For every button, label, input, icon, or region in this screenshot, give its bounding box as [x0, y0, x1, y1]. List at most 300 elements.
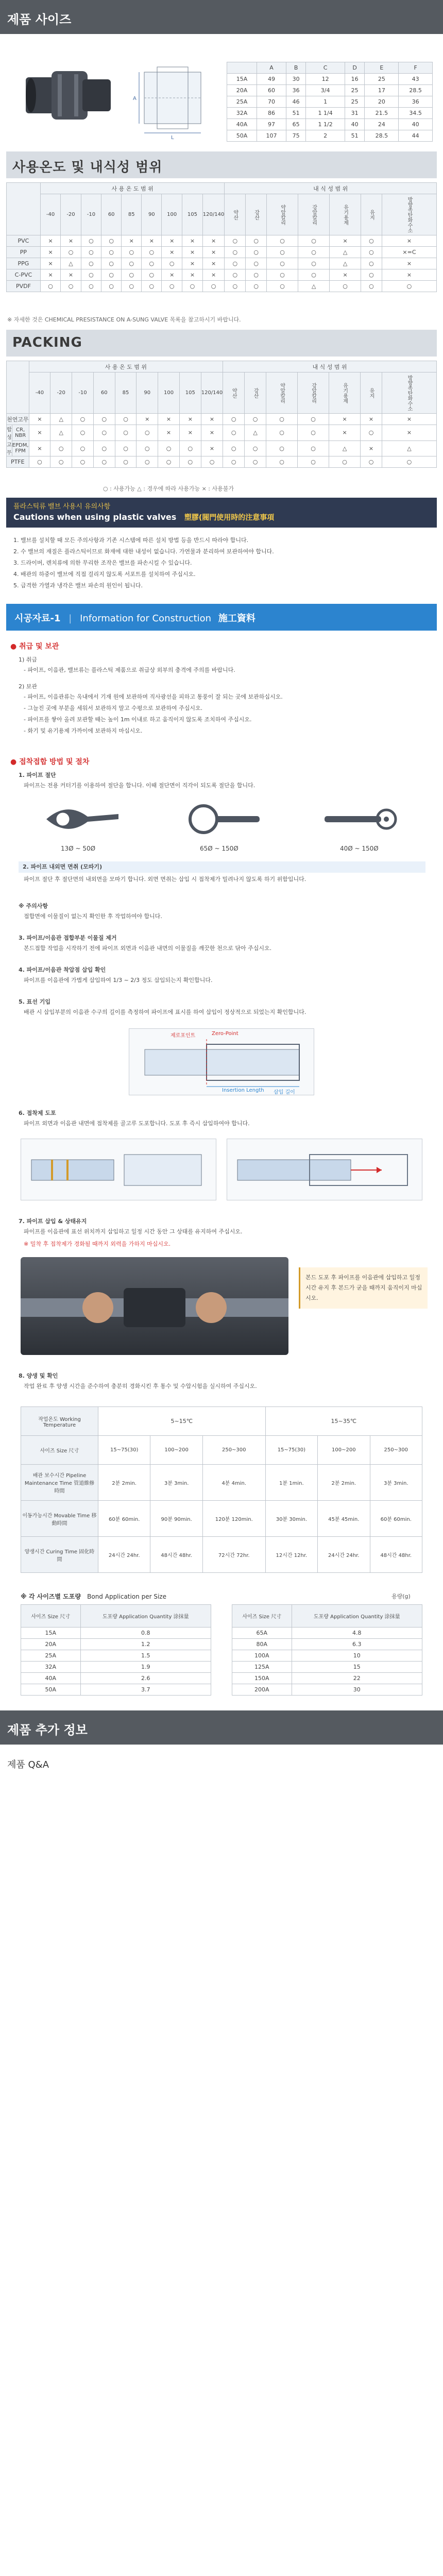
- chem-col-header: 약산: [223, 372, 245, 414]
- bond-row: [21, 1650, 211, 1662]
- rating-mark: ○: [382, 456, 436, 468]
- rating-mark: ×: [162, 269, 182, 281]
- rating-mark: ○: [50, 440, 72, 456]
- temp-range-cell: 5~15℃: [98, 1407, 266, 1436]
- size-value: 40: [345, 119, 365, 130]
- rating-mark: ×: [40, 247, 60, 258]
- rating-mark: ×: [202, 269, 225, 281]
- rating-mark: ○: [72, 456, 94, 468]
- caution-item: 5. 급격한 가열과 냉각은 밸브 파손의 원인이 됩니다.: [13, 582, 143, 589]
- section-title: 제품 사이즈: [7, 12, 72, 27]
- temp-col-header: 85: [115, 372, 137, 414]
- packing-row: [7, 414, 437, 425]
- bond-amount: 10: [292, 1650, 422, 1662]
- rating-mark: ○: [298, 247, 330, 258]
- chem-col-header: 강산: [245, 372, 266, 414]
- rating-mark: ○: [382, 281, 436, 292]
- size-value: 51: [286, 108, 306, 119]
- rating-mark: ○: [93, 414, 115, 425]
- temp-row: [7, 258, 437, 269]
- size-value: 28.5: [365, 130, 399, 142]
- size-col-header: B: [286, 62, 306, 74]
- temp-col-header: -20: [50, 372, 72, 414]
- size-col-header: A: [257, 62, 286, 74]
- rating-mark: ○: [50, 456, 72, 468]
- size-value: 97: [257, 119, 286, 130]
- rating-mark: ○: [142, 269, 162, 281]
- svg-text:L: L: [171, 135, 174, 139]
- row-label: 이동가능시간 Movable Time 移動時間: [21, 1501, 98, 1537]
- rating-mark: △: [298, 281, 330, 292]
- wheel-cutter-icon: [319, 799, 402, 840]
- packing-banner: [6, 330, 437, 357]
- bond-title-en: Bond Application per Size: [87, 1593, 166, 1600]
- caution-title-en: Cautions when using plastic valves: [13, 512, 177, 522]
- temp-col-header: 60: [101, 194, 122, 235]
- step9-text: 작업 완료 후 양생 시간을 준수하여 충분히 경화시킨 후 통수 및 수압시험을 실시하여 주십시오.: [24, 1383, 257, 1389]
- size-value: 17: [365, 85, 399, 96]
- rating-mark: ×: [201, 414, 223, 425]
- rating-mark: ○: [298, 258, 330, 269]
- rating-mark: ○: [182, 281, 203, 292]
- rating-mark: ○: [115, 440, 137, 456]
- rating-mark: ○: [223, 456, 245, 468]
- packing-label: EPDM, FPM: [12, 440, 29, 456]
- bond-row: [21, 1673, 211, 1684]
- rating-mark: ○: [361, 425, 382, 441]
- step2-text: 파이프 절단 후 절단면의 내외면을 모따기 합니다. 외면 면취는 삽입 시 접착제가 밀려나지 않도록 하기 위함입니다.: [24, 876, 306, 883]
- chem-col-header: 강알칼리: [298, 372, 329, 414]
- temp-col-header: 105: [179, 372, 201, 414]
- chem-col-header: 방향족탄화수소: [382, 372, 436, 414]
- bond-amount: 15: [292, 1662, 422, 1673]
- bond-row: [21, 1684, 211, 1696]
- row-label: 배관 보수시간 Pipeline Maintenance Time 管道維修時間: [21, 1465, 98, 1501]
- chem-col-header: 유지: [361, 194, 382, 235]
- dimension-diagram: [129, 57, 216, 139]
- temp-range-title: 사용온도 및 내식성 범위: [12, 160, 163, 175]
- cure-cell: 250~300: [370, 1436, 422, 1465]
- rating-mark: ○: [266, 456, 298, 468]
- size-value: 25: [365, 74, 399, 85]
- rating-mark: ○: [245, 414, 266, 425]
- temp-range-cell: 15~35℃: [265, 1407, 422, 1436]
- rating-mark: ○: [225, 258, 246, 269]
- bond-amount: 3.7: [80, 1684, 211, 1696]
- cure-cell: 30분 30min.: [265, 1501, 317, 1537]
- rating-mark: ○: [61, 281, 81, 292]
- rating-mark: △: [329, 440, 361, 456]
- chem-col-header: 유기용제: [330, 194, 361, 235]
- bond-size: 25A: [21, 1650, 81, 1662]
- rating-mark: ○: [267, 235, 298, 247]
- bond-apply-diagram: [21, 1139, 216, 1200]
- rating-mark: ○: [246, 235, 267, 247]
- bond-unit: 용량(g): [391, 1593, 411, 1600]
- rating-mark: ○: [298, 440, 329, 456]
- step1-title: 1. 파이프 절단: [19, 772, 56, 778]
- handling-heading: ● 취급 및 보관: [10, 642, 59, 651]
- cure-time-table: [21, 1406, 422, 1573]
- rating-mark: ×: [202, 247, 225, 258]
- temp-col-header: 105: [182, 194, 203, 235]
- size-col-header: D: [345, 62, 365, 74]
- caution-bar: [6, 498, 437, 528]
- size-value: 31: [345, 108, 365, 119]
- cure-cell: 250~300: [202, 1436, 265, 1465]
- size-value: 86: [257, 108, 286, 119]
- caution-item: 1. 밸브를 설치할 때 모든 주의사항과 기존 시스템에 따른 설치 방법 등을 반드시 따라야 합니다.: [13, 537, 249, 544]
- rating-mark: ○: [137, 440, 158, 456]
- rating-mark: ○: [245, 456, 266, 468]
- cure-cell: 90분 90min.: [150, 1501, 202, 1537]
- rating-mark: ×: [182, 269, 203, 281]
- size-value: 2: [306, 130, 345, 142]
- caution-title-tail: 塑膠(閥門使用時的注意事項: [184, 514, 275, 522]
- construction-info-bar: 시공자료-1 | Information for Construction 施工資料: [6, 604, 437, 631]
- bond-size: 40A: [21, 1673, 81, 1684]
- chem-col-header: 강알칼리: [298, 194, 330, 235]
- rating-mark: ×: [158, 425, 180, 441]
- rating-mark: ○: [122, 258, 142, 269]
- bond-hdr: 도포량 Application Quantity 涂抹量: [80, 1605, 211, 1628]
- rating-mark: ×: [29, 440, 50, 456]
- rating-mark: ○: [298, 269, 330, 281]
- bond-size: 200A: [232, 1684, 292, 1696]
- step3-title: ※ 주의사항: [19, 903, 48, 909]
- rating-mark: ○: [266, 414, 298, 425]
- rating-mark: ○: [115, 425, 137, 441]
- size-value: 44: [399, 130, 433, 142]
- cure-cell: 1분 1min.: [265, 1465, 317, 1501]
- rating-mark: ○: [179, 440, 201, 456]
- rating-mark: ×: [330, 269, 361, 281]
- temp-col-header: -40: [40, 194, 60, 235]
- chem-col-header: 강산: [246, 194, 267, 235]
- bond-row: [232, 1639, 422, 1650]
- size-row: [227, 74, 433, 85]
- chem-col-header: 유기용제: [329, 372, 361, 414]
- rating-mark: ○: [298, 414, 329, 425]
- cure-cell: 2분 2min.: [98, 1465, 150, 1501]
- rating-mark: ×: [162, 247, 182, 258]
- rating-mark: ○: [361, 235, 382, 247]
- rating-mark: △: [330, 247, 361, 258]
- bond-amount: 6.3: [292, 1639, 422, 1650]
- size-value: 20: [365, 96, 399, 108]
- size-row: [227, 130, 433, 142]
- rating-mark: ○: [137, 425, 158, 441]
- cure-cell: 15~75(30): [98, 1436, 150, 1465]
- size-value: 25: [345, 85, 365, 96]
- bond-size: 100A: [232, 1650, 292, 1662]
- packing-label: CR, NBR: [12, 425, 29, 441]
- size-value: 21.5: [365, 108, 399, 119]
- rating-mark: ○: [267, 281, 298, 292]
- rating-mark: ○: [162, 258, 182, 269]
- rating-mark: ○: [201, 456, 223, 468]
- temp-col-header: -20: [61, 194, 81, 235]
- bond-amount: 30: [292, 1684, 422, 1696]
- rating-mark: ×: [162, 235, 182, 247]
- cure-cell: 2분 2min.: [318, 1465, 370, 1501]
- ratchet-cutter-icon: [180, 799, 263, 840]
- step5-title: 4. 파이프/이음관 착압점 삽입 확인: [19, 967, 106, 973]
- chem-group-header: 내 식 성 범 위: [225, 183, 437, 194]
- rating-mark: ○: [81, 247, 101, 258]
- rating-mark: ×: [182, 235, 203, 247]
- temp-col-header: -10: [81, 194, 101, 235]
- rating-mark: ×: [329, 425, 361, 441]
- chem-col-header: 방향족탄화수소: [382, 194, 436, 235]
- pipe-cutter-icon: [41, 799, 124, 840]
- cure-cell: 3분 3min.: [150, 1465, 202, 1501]
- rating-mark: ×: [29, 414, 50, 425]
- size-value: 107: [257, 130, 286, 142]
- rating-mark: ○: [361, 456, 382, 468]
- size-value: 1: [306, 96, 345, 108]
- bond-row: [232, 1673, 422, 1684]
- chem-col-header: 유지: [361, 372, 382, 414]
- rating-mark: ○: [266, 440, 298, 456]
- size-row: [227, 96, 433, 108]
- caution-item: 2. 수 밸브의 재질은 플라스틱이므로 화재에 대한 내성이 없습니다. 가연물과 분리하여 보관하여야 합니다.: [13, 548, 274, 555]
- temp-row: [7, 281, 437, 292]
- rating-mark: ○: [81, 235, 101, 247]
- bond-amount: 0.8: [80, 1628, 211, 1639]
- rating-mark: ×: [329, 414, 361, 425]
- caution-item: 4. 배관의 하중이 밸브에 직접 걸리지 않도록 서포트를 설치하여 주십시오.: [13, 571, 196, 578]
- svg-text:A: A: [133, 96, 137, 101]
- size-label: 25A: [227, 96, 257, 108]
- temp-col-header: -10: [72, 372, 94, 414]
- tool-caption: 65Ø ~ 150Ø: [200, 845, 238, 852]
- rating-mark: ×: [179, 425, 201, 441]
- rating-mark: ○: [223, 425, 245, 441]
- info-label: 시공자료-1: [14, 613, 61, 624]
- temp-row: [7, 247, 437, 258]
- bond-size: 80A: [232, 1639, 292, 1650]
- rating-mark: ○: [101, 281, 122, 292]
- rating-mark: ×: [182, 258, 203, 269]
- size-value: 36: [399, 96, 433, 108]
- rating-mark: ○: [225, 281, 246, 292]
- size-value: 40: [399, 119, 433, 130]
- installation-photo: [21, 1257, 288, 1355]
- bond-size: 32A: [21, 1662, 81, 1673]
- bond-title-kr: ※ 각 사이즈별 도포량: [21, 1593, 81, 1600]
- rating-mark: ○: [223, 440, 245, 456]
- handling-line: - 화기 및 유기용제 가까이에 보관하지 마십시오.: [24, 727, 143, 734]
- packing-label: 천연고무: [7, 414, 29, 425]
- rating-mark: △: [50, 425, 72, 441]
- size-row: [227, 119, 433, 130]
- rating-mark: ○: [179, 456, 201, 468]
- rating-mark: ○: [137, 456, 158, 468]
- rating-mark: ×: [361, 440, 382, 456]
- caution-title-kr: 플라스틱류 밸브 사용시 유의사항: [13, 503, 111, 511]
- rating-mark: ○: [245, 440, 266, 456]
- union-fitting-image: [21, 62, 118, 129]
- handling-line: - 파이프, 이음관류는 옥내에서 기재 원에 보관하며 직사광선을 피하고 통풍이 잘 되는 곳에 보관하십시오.: [24, 693, 283, 700]
- handling-p1: - 파이프, 이음관, 밸브류는 플라스틱 제품으로 취급상 외부의 충격에 주의를 바랍니다.: [24, 667, 235, 673]
- cure-cell: 15~75(30): [265, 1436, 317, 1465]
- size-col-header: F: [399, 62, 433, 74]
- packing-temp-group: 사 용 온 도 범 위: [29, 361, 223, 372]
- temp-col-header: 100: [158, 372, 180, 414]
- cure-cell: 48시간 48hr.: [370, 1537, 422, 1573]
- rating-mark: ○: [93, 440, 115, 456]
- rating-mark: △: [245, 425, 266, 441]
- rating-mark: ○: [246, 258, 267, 269]
- caution-list: [13, 535, 425, 591]
- rating-mark: ○: [330, 281, 361, 292]
- rating-mark: ×: [382, 414, 436, 425]
- bond-hdr: 사이즈 Size 尺寸: [21, 1605, 81, 1628]
- rating-mark: ○: [72, 440, 94, 456]
- size-value: 34.5: [399, 108, 433, 119]
- temp-row: [7, 235, 437, 247]
- size-label: 50A: [227, 130, 257, 142]
- rating-mark: ○: [40, 281, 60, 292]
- zero-point-label: 제로포인트: [171, 1033, 196, 1039]
- size-value: 1 1/4: [306, 108, 345, 119]
- cure-cell: 24시간 24hr.: [98, 1537, 150, 1573]
- bond-amount: 4.8: [292, 1628, 422, 1639]
- size-value: 25: [345, 96, 365, 108]
- cure-cell: 48시간 48hr.: [150, 1537, 202, 1573]
- temp-col-header: 100: [162, 194, 182, 235]
- chem-col-header: 약알칼리: [266, 372, 298, 414]
- size-value: 28.5: [399, 85, 433, 96]
- temp-col-header: 90: [137, 372, 158, 414]
- bond-row: [21, 1639, 211, 1650]
- photo-caption: 본드 도포 후 파이프를 이음관에 삽입하고 일정시간 유지 후 본드가 굳을 때까지 움직이지 마십시오.: [299, 1267, 428, 1309]
- handling-line: - 그늘진 곳에 부분을 세워서 보관하지 말고 수평으로 보관하여 주십시오.: [24, 705, 203, 711]
- rating-mark: ×: [40, 235, 60, 247]
- temp-row: [7, 269, 437, 281]
- row-label: 작업온도 Working Temperature: [21, 1407, 98, 1436]
- chem-col-header: 약알칼리: [267, 194, 298, 235]
- size-col-header: E: [365, 62, 399, 74]
- step7-text: 파이프 외면과 이음관 내면에 접착제를 골고루 도포합니다. 도포 후 즉시 삽입하여야 합니다.: [24, 1120, 250, 1127]
- step8-sub: ※ 밀착 후 접착제가 경화될 때까지 외력을 가하지 마십시오.: [24, 1241, 171, 1247]
- row-label: 양생시간 Curing Time 固化時間: [21, 1537, 98, 1573]
- rating-mark: ○: [115, 456, 137, 468]
- packing-row: [7, 440, 437, 456]
- rating-mark: ○: [93, 425, 115, 441]
- bond-table-right: [232, 1604, 422, 1696]
- rating-mark: ○: [101, 235, 122, 247]
- insertion-diagram: [129, 1028, 314, 1095]
- rating-mark: ○: [225, 269, 246, 281]
- handling-p2-title: 2) 보관: [19, 683, 38, 690]
- rating-mark: ○: [72, 414, 94, 425]
- size-table: [227, 62, 433, 142]
- rating-mark: ×: [137, 414, 158, 425]
- size-col-header: [227, 62, 257, 74]
- rating-mark: ○: [267, 258, 298, 269]
- rating-mark: ○: [266, 425, 298, 441]
- size-value: 12: [306, 74, 345, 85]
- rating-mark: ○: [361, 281, 382, 292]
- rating-mark: ○: [361, 269, 382, 281]
- rating-mark: △: [330, 258, 361, 269]
- temp-col-header: 120/140: [202, 194, 225, 235]
- qa-title: 제품 Q&A: [7, 1759, 49, 1770]
- rating-mark: ○: [298, 235, 330, 247]
- rating-mark: ×: [361, 414, 382, 425]
- rating-mark: ○: [101, 247, 122, 258]
- rating-mark: △: [50, 414, 72, 425]
- material-label: PVDF: [7, 281, 41, 292]
- rating-mark: ○: [158, 440, 180, 456]
- bond-size: 125A: [232, 1662, 292, 1673]
- section-title: 제품 추가 정보: [7, 1723, 88, 1737]
- rating-mark: ○: [122, 247, 142, 258]
- temp-range-table: [6, 182, 437, 292]
- temp-col-header: 60: [93, 372, 115, 414]
- rating-mark: ○: [246, 247, 267, 258]
- rating-mark: ×: [142, 235, 162, 247]
- size-value: 43: [399, 74, 433, 85]
- bond-row: [232, 1684, 422, 1696]
- cure-cell: 24시간 24hr.: [318, 1537, 370, 1573]
- packing-label: PTFE: [7, 456, 29, 468]
- bond-row: [21, 1628, 211, 1639]
- bond-amount: 1.9: [80, 1662, 211, 1673]
- rating-mark: ○: [142, 281, 162, 292]
- rating-mark: ×: [382, 269, 436, 281]
- bond-size: 50A: [21, 1684, 81, 1696]
- rating-mark: ×: [40, 269, 60, 281]
- packing-group-label: 합성고무: [7, 425, 12, 456]
- rating-mark: ○: [61, 247, 81, 258]
- bond-size: 20A: [21, 1639, 81, 1650]
- rating-mark: ○: [298, 456, 329, 468]
- packing-row: [7, 456, 437, 468]
- cure-cell: 45분 45min.: [318, 1501, 370, 1537]
- rating-mark: ○: [101, 258, 122, 269]
- zero-point-label-en: Zero-Point: [212, 1031, 238, 1037]
- section-header-extra: [0, 1710, 443, 1744]
- rating-mark: ○: [81, 281, 101, 292]
- size-label: 40A: [227, 119, 257, 130]
- temp-col-header: 85: [122, 194, 142, 235]
- bond-amount: 2.6: [80, 1673, 211, 1684]
- size-value: 3/4: [306, 85, 345, 96]
- rating-mark: ○: [298, 425, 329, 441]
- cure-cell: 60분 60min.: [370, 1501, 422, 1537]
- rating-mark: ○: [29, 456, 50, 468]
- info-title: Information for Construction: [80, 613, 212, 624]
- tool-caption: 13Ø ~ 50Ø: [61, 845, 96, 852]
- step1-text: 파이프는 전용 커터기를 이용하여 절단을 합니다. 이때 절단면이 직각이 되도록 절단을 합니다.: [24, 782, 255, 789]
- rating-mark: ×: [182, 247, 203, 258]
- rating-mark: ×: [201, 440, 223, 456]
- info-tail: 施工資料: [218, 613, 255, 624]
- rating-mark: ○: [361, 258, 382, 269]
- rating-mark: ×: [201, 425, 223, 441]
- rating-mark: ○: [142, 247, 162, 258]
- rating-mark: ○: [122, 281, 142, 292]
- rating-mark: ○: [72, 425, 94, 441]
- step9-title: 8. 양생 및 확인: [19, 1372, 58, 1379]
- rating-mark: ×: [202, 258, 225, 269]
- joining-heading: ● 접착접합 방법 및 절차: [10, 758, 90, 766]
- step2-title: 2. 파이프 내외면 면취 (모따기): [19, 861, 425, 873]
- step5-text: 파이프를 이음관에 가볍게 삽입하여 1/3 ~ 2/3 정도 삽입되는지 확인합니다.: [24, 977, 213, 984]
